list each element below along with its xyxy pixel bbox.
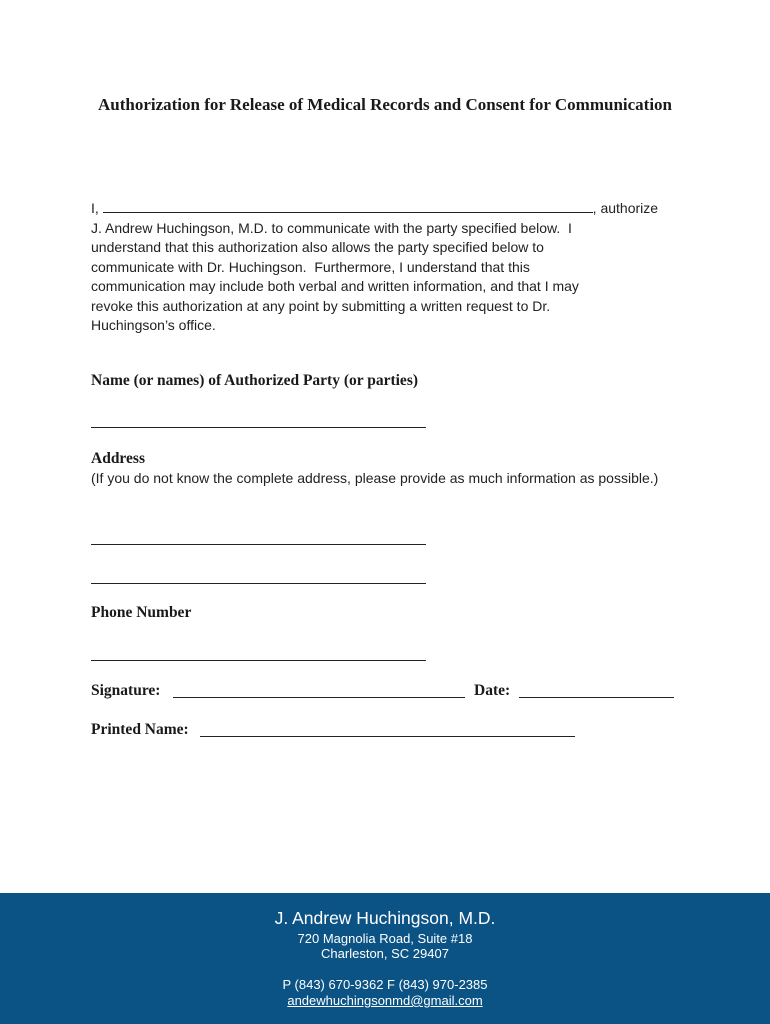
contact-footer (0, 893, 770, 1024)
printed-name-blank[interactable] (200, 736, 575, 737)
phone-heading: Phone Number (91, 604, 192, 621)
body-line: communication may include both verbal and written information, and that I may (91, 278, 579, 294)
body-line: communicate with Dr. Huchingson. Furthermore, I understand that this (91, 258, 530, 275)
footer-email-row (0, 993, 770, 1008)
patient-name-blank[interactable] (103, 198, 593, 213)
footer-phones: P (843) 670-9362 F (843) 970-2385 (282, 977, 488, 992)
footer-address-line2: Charleston, SC 29407 (321, 946, 449, 961)
date-label: Date: (474, 682, 511, 699)
body-line: Huchingson’s office. (91, 317, 216, 333)
footer-email-link[interactable]: andewhuchingsonmd@gmail.com (287, 993, 483, 1008)
footer-address-line1: 720 Magnolia Road, Suite #18 (297, 931, 473, 946)
signature-blank[interactable] (173, 697, 465, 698)
authorized-party-blank[interactable] (91, 427, 426, 428)
authorized-party-heading: Name (or names) of Authorized Party (or parties) (91, 372, 419, 389)
footer-doctor-name: J. Andrew Huchingson, M.D. (274, 908, 496, 928)
address-blank-2[interactable] (91, 583, 426, 584)
authorization-paragraph (91, 198, 676, 336)
printed-name-label: Printed Name: (91, 721, 189, 738)
body-line: understand that this authorization also allows the party specified below to (91, 239, 544, 255)
intro-line (91, 198, 676, 219)
phone-blank[interactable] (91, 660, 426, 661)
address-note: (If you do not know the complete address, please provide as much information as possible.) (91, 470, 659, 486)
intro-prefix: I, (91, 200, 99, 216)
intro-suffix: , authorize (592, 200, 659, 216)
body-line: J. Andrew Huchingson, M.D. to communicate with the party specified below. I (91, 219, 572, 236)
body-line: revoke this authorization at any point by submitting a written request to Dr. (91, 297, 551, 314)
signature-label: Signature: (91, 682, 161, 699)
address-heading: Address (91, 450, 145, 467)
address-blank-1[interactable] (91, 544, 426, 545)
date-blank[interactable] (519, 697, 674, 698)
page-title: Authorization for Release of Medical Records and Consent for Communication (97, 95, 672, 114)
